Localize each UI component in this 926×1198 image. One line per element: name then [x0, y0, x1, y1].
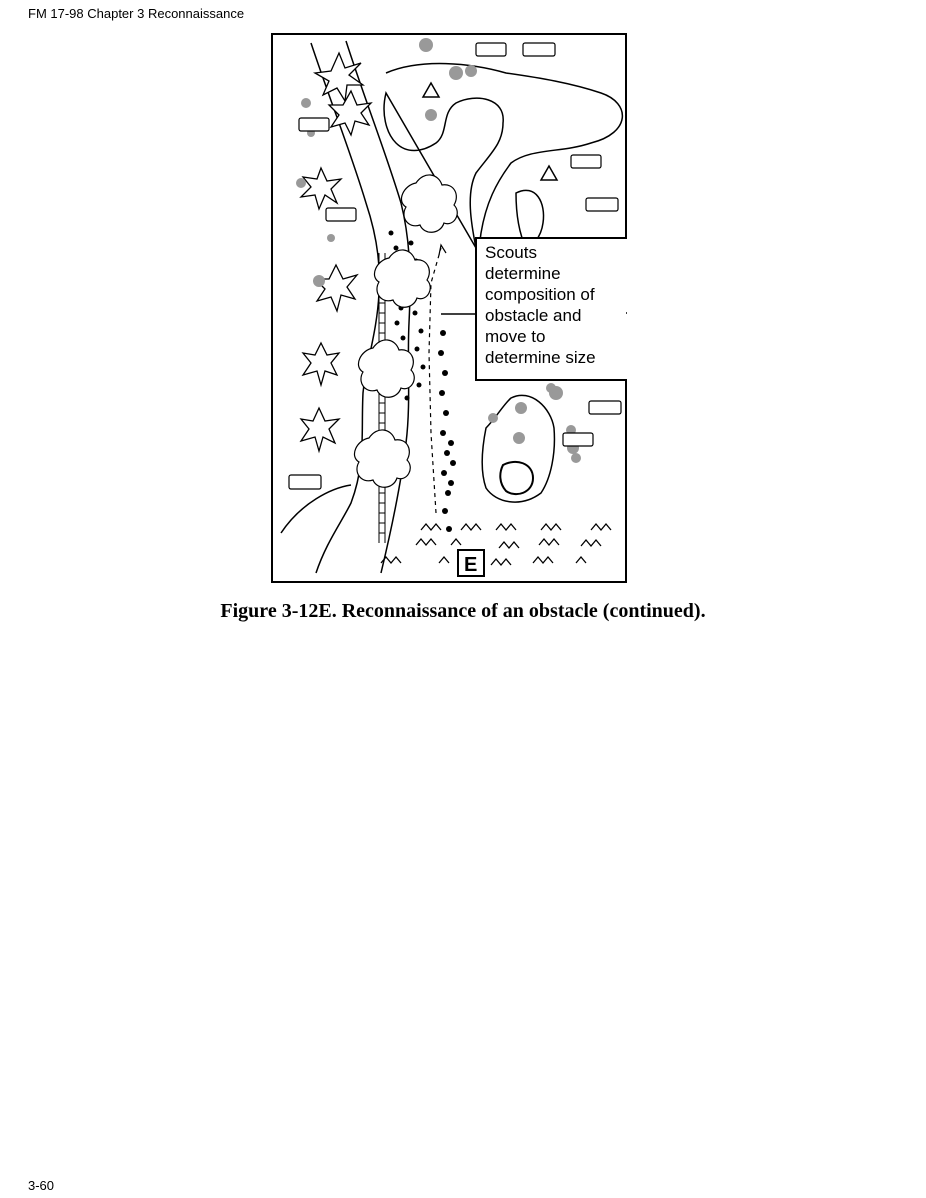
- callout-line-5: move to: [485, 327, 546, 346]
- map-marker-letter: E: [464, 554, 478, 576]
- callout-line-1: Scouts: [485, 243, 537, 262]
- callout-line-6: determine size: [485, 348, 596, 367]
- callout-line-2: determine: [485, 264, 561, 283]
- figure-caption: Figure 3-12E. Reconnaissance of an obstacle (continued).: [220, 600, 706, 622]
- obstacle-reconnaissance-figure: [271, 33, 627, 583]
- page-number: 3-60: [28, 1178, 55, 1193]
- callout-line-4: obstacle and: [485, 306, 582, 325]
- running-header: FM 17-98 Chapter 3 Reconnaissance: [28, 6, 245, 21]
- callout-line-3: composition of: [485, 285, 595, 304]
